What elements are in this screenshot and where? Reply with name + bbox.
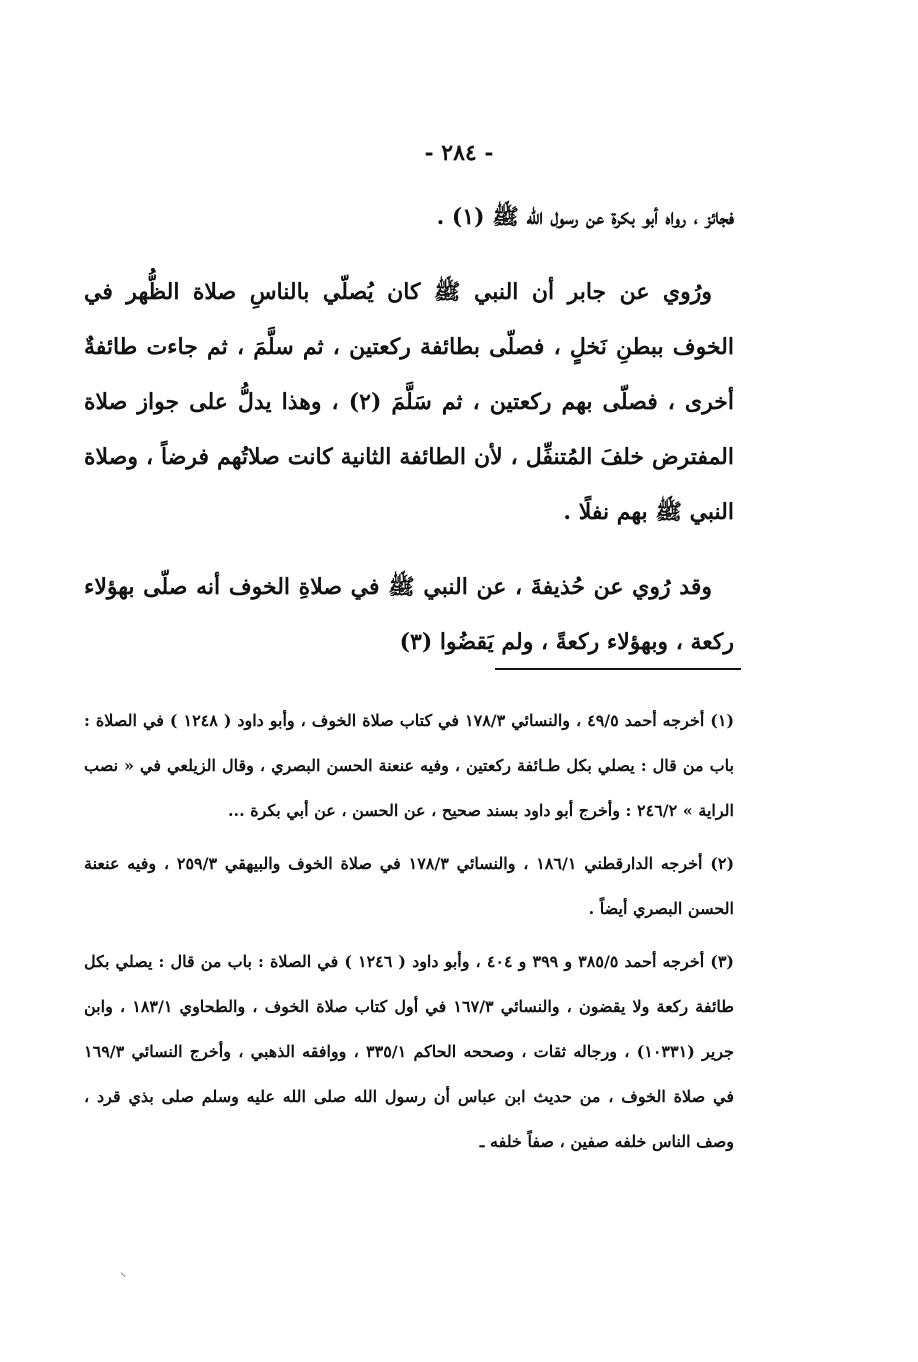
page-number: - ٢٨٤ - (424, 140, 494, 166)
footnote-1: (١) أخرجه أحمد ٤٩/٥ ، والنسائي ١٧٨/٣ في كتاب صلاة الخوف ، وأبو داود ( ١٢٤٨ ) في الصلاة : باب من قال : يصلي بكل طـائفة ركعتين ، وفيه عنعنة الحسن البصري ، وقال الزيلعي في « نصب الراية » ٢٤٦/٢ : وأخرج أبو داود بسند صحيح ، عن الحسن ، عن أبي بكرة ... (84, 711, 735, 820)
paragraph-1: فجائز ، رواه أبو بكرة عن رسول الله ﷺ (١) . (436, 204, 734, 230)
footnote-3: (٣) أخرجه أحمد ٣٨٥/٥ و ٣٩٩ و ٤٠٤ ، وأبو داود ( ١٢٤٦ ) في الصلاة : باب من قال : يصلي بكل طائفة ركعة ولا يقضون ، والنسائي ١٦٧/٣ في أول كتاب صلاة الخوف ، والطحاوي ١٨٣/١ ، وابن جرير (١٠٣٣١) ، ورجاله ثقات ، وصححه الحاكم ٣٣٥/١ ، ووافقه الذهبي ، وأخرج النسائي ١٦٩/٣ في صلاة الخوف ، من حديث ابن عباس أن رسول الله صلى الله عليه وسلم صلى بذي قرد ، وصف الناس خلفه صفين ، صفاً خلفه ـ (84, 952, 735, 1151)
main-text (84, 190, 734, 690)
paragraph-2: ورُوي عن جابر أن النبي ﷺ كان يُصلّي بالناسِ صلاة الظُّهر في الخوف ببطنِ نَخلٍ ، فصلّى بطائفة ركعتين ، ثم سلَّمَ ، ثم جاءت طائفةٌ أخرى ، فصلّى بهم ركعتين ، ثم سَلَّمَ (٢) ، وهذا يدلُّ على جواز صلاة المفترض خلفَ المُتنفِّل ، لأن الطائفة الثانية كانت صلاتُهم فرضاً ، وصلاة النبي ﷺ بهم نفلًا . (84, 279, 734, 525)
footnotes (84, 698, 734, 1172)
footnote-separator (495, 668, 741, 670)
paragraph-3: وقد رُوي عن حُذيفةَ ، عن النبي ﷺ في صلاةِ الخوف أنه صلّى بهؤلاء ركعة ، وبهؤلاء ركعةً ، ولم يَقضُوا (٣) (84, 574, 734, 655)
scan-speck: ⸌ (120, 1270, 127, 1284)
footnote-2: (٢) أخرجه الدارقطني ١٨٦/١ ، والنسائي ١٧٨/٣ في صلاة الخوف والبيهقي ٢٥٩/٣ ، وفيه عنعنة الحسن البصري أيضاً . (84, 854, 735, 918)
